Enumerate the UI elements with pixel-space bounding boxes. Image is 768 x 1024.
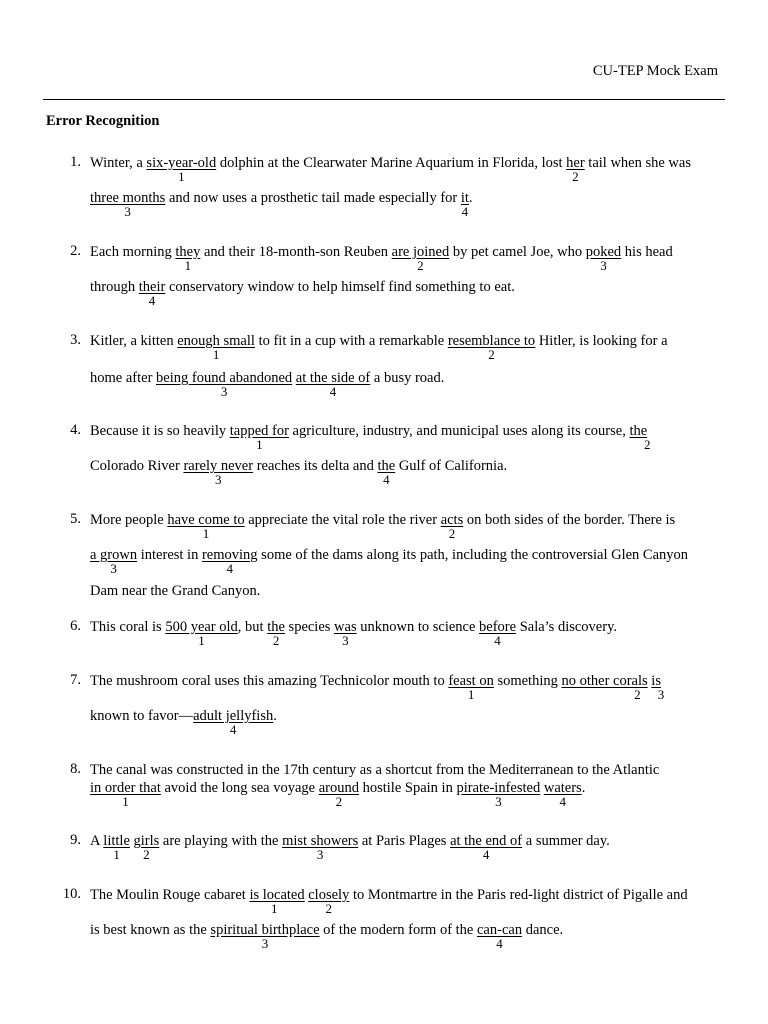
question-line: [90, 921, 564, 951]
text: and now uses a prosthetic tail made especially for: [165, 190, 461, 206]
text: through: [90, 279, 139, 295]
text: , but: [237, 619, 268, 635]
option-3[interactable]: a grown 3: [90, 547, 138, 576]
text: conservatory window to help himself find something to eat.: [165, 279, 515, 295]
text: Colorado River: [90, 458, 184, 474]
option-3[interactable]: poked 3: [585, 244, 622, 273]
option-3[interactable]: mist showers 3: [282, 833, 359, 862]
question-line: [90, 154, 691, 184]
text: interest in: [137, 547, 202, 563]
text: his head: [621, 244, 673, 260]
question-line: [90, 243, 673, 273]
text: More people: [90, 512, 168, 528]
text: to Montmartre in the Paris red-light district of Pigalle and: [349, 887, 688, 903]
option-3[interactable]: three months 3: [90, 190, 166, 219]
text: The Moulin Rouge cabaret: [90, 887, 250, 903]
text: hostile Spain in: [358, 780, 457, 796]
option-1[interactable]: is located 1: [249, 887, 305, 916]
option-2[interactable]: the 2: [629, 423, 651, 452]
option-number: 1: [202, 526, 210, 541]
option-2[interactable]: resemblance to 2: [447, 333, 536, 362]
question-number: 8.: [70, 761, 81, 777]
option-3[interactable]: is 3: [651, 673, 665, 702]
option-number: 3: [600, 258, 607, 273]
question-number: 4.: [70, 422, 81, 438]
option-number: 1: [113, 847, 120, 862]
text: The canal was constructed in the 17th century as a shortcut from the Mediterranean to the Atlantic: [90, 762, 660, 778]
option-3[interactable]: pirate-infested 3: [456, 780, 541, 809]
option-number: 3: [215, 472, 222, 487]
text: is best known as the: [90, 922, 211, 938]
header-rule: [43, 99, 725, 100]
text: of the modern form of the: [319, 922, 477, 938]
question-line: [90, 369, 445, 399]
option-1[interactable]: they 1: [175, 244, 201, 273]
question-line: [90, 278, 515, 308]
option-2[interactable]: closely 2: [308, 887, 350, 916]
question-number: 3.: [70, 332, 81, 348]
option-number: 3: [342, 633, 349, 648]
option-4[interactable]: waters 4: [543, 780, 582, 809]
option-number: 1: [467, 687, 475, 702]
text: tail when she was: [584, 155, 691, 171]
option-number: 3: [110, 561, 117, 576]
question-line: [90, 332, 668, 362]
option-number: 2: [488, 347, 495, 362]
text: This coral is: [90, 619, 166, 635]
option-number: 1: [122, 794, 129, 809]
question-line: [90, 511, 676, 541]
option-1[interactable]: tapped for 1: [229, 423, 289, 452]
option-2[interactable]: are joined 2: [391, 244, 450, 273]
option-4[interactable]: it 4: [460, 190, 469, 219]
question-line: [90, 582, 260, 600]
option-2[interactable]: no other corals 2: [561, 673, 648, 702]
question-line: [90, 761, 659, 779]
question-line: [90, 457, 508, 487]
option-number: 4: [494, 633, 501, 648]
option-4[interactable]: removing 4: [201, 547, 258, 576]
question-line: [90, 422, 651, 452]
text: Sala’s discovery.: [516, 619, 618, 635]
text: at Paris Plages: [358, 833, 451, 849]
option-number: 1: [198, 633, 205, 648]
text: Gulf of California.: [395, 458, 508, 474]
option-number: 3: [220, 384, 228, 399]
text: species: [284, 619, 335, 635]
option-number: 2: [272, 633, 280, 648]
question-line: [90, 189, 473, 219]
text: a summer day.: [522, 833, 610, 849]
question-number: 7.: [70, 672, 81, 688]
text: by pet camel Joe, who: [449, 244, 586, 260]
option-number: 1: [178, 169, 185, 184]
text: Because it is so heavily: [90, 423, 230, 439]
text: unknown to science: [356, 619, 480, 635]
text: something: [493, 673, 562, 689]
option-number: 2: [634, 687, 641, 702]
option-2[interactable]: the 2: [267, 619, 285, 648]
option-1[interactable]: little 1: [103, 833, 130, 862]
option-number: 2: [143, 847, 150, 862]
text: agriculture, industry, and municipal uses along its course,: [288, 423, 630, 439]
option-3[interactable]: spiritual birthplace 3: [210, 922, 320, 951]
option-number: 3: [261, 936, 269, 951]
question-number: 1.: [70, 154, 81, 170]
option-4[interactable]: at the end of 4: [450, 833, 523, 862]
text: some of the dams along its path, including the controversial Glen Canyon: [257, 547, 689, 563]
option-number: 3: [124, 204, 131, 219]
option-4[interactable]: adult jellyfish 4: [193, 708, 274, 737]
text: The mushroom coral uses this amazing Technicolor mouth to: [90, 673, 449, 689]
text: known to favor—: [90, 708, 194, 724]
option-2[interactable]: her 2: [566, 155, 585, 184]
question-line: [90, 886, 688, 916]
option-number: 3: [316, 847, 324, 862]
question-number: 2.: [70, 243, 81, 259]
exam-title: CU-TEP Mock Exam: [592, 63, 718, 79]
option-number: 3: [495, 794, 502, 809]
question-line: [90, 832, 610, 862]
text: .: [581, 780, 586, 796]
option-number: 4: [148, 293, 156, 308]
text: home after: [90, 370, 157, 386]
option-1[interactable]: in order that 1: [90, 780, 161, 809]
question-number: 9.: [70, 832, 81, 848]
text: appreciate the vital role the river: [244, 512, 441, 528]
text: dolphin at the Clearwater Marine Aquarium in Florida, lost: [216, 155, 567, 171]
text: A: [90, 833, 104, 849]
option-number: 4: [229, 722, 237, 737]
text: on both sides of the border. There is: [463, 512, 676, 528]
option-1[interactable]: have come to 1: [167, 512, 245, 541]
question-number: 5.: [70, 511, 81, 527]
option-1[interactable]: enough small 1: [177, 333, 255, 362]
option-3[interactable]: being found abandoned 3: [156, 370, 293, 399]
option-4[interactable]: at the side of 4: [295, 370, 371, 399]
text: and their 18-month-son Reuben: [200, 244, 392, 260]
option-number: 1: [256, 437, 263, 452]
option-number: 4: [496, 936, 503, 951]
option-3[interactable]: was 3: [334, 619, 357, 648]
option-2[interactable]: acts 2: [440, 512, 464, 541]
text: are playing with the: [159, 833, 283, 849]
option-number: 4: [461, 204, 469, 219]
option-4[interactable]: can-can 4: [477, 922, 523, 951]
question-number: 10.: [62, 886, 81, 902]
option-number: 3: [657, 687, 665, 702]
text: to fit in a cup with a remarkable: [254, 333, 448, 349]
option-number: 4: [559, 794, 567, 809]
option-2[interactable]: girls 2: [133, 833, 160, 862]
text: a busy road.: [370, 370, 445, 386]
question-line: [90, 779, 586, 809]
option-number: 1: [184, 258, 192, 273]
option-4[interactable]: their 4: [138, 279, 166, 308]
option-number: 4: [482, 847, 490, 862]
question-number: 6.: [70, 618, 81, 634]
option-number: 4: [329, 384, 337, 399]
text: Each morning: [90, 244, 176, 260]
question-line: [90, 546, 689, 576]
option-number: 4: [383, 472, 390, 487]
question-line: [90, 672, 665, 702]
question-line: [90, 707, 277, 737]
section-title: Error Recognition: [46, 113, 160, 129]
option-2[interactable]: around 2: [318, 780, 359, 809]
option-1[interactable]: six-year-old 1: [146, 155, 217, 184]
text: Kitler, a kitten: [90, 333, 178, 349]
option-number: 2: [448, 526, 456, 541]
option-number: 2: [325, 901, 333, 916]
text: reaches its delta and: [253, 458, 378, 474]
text: Winter, a: [90, 155, 147, 171]
option-number: 2: [335, 794, 343, 809]
text: .: [273, 708, 277, 724]
option-number: 2: [643, 437, 651, 452]
text: Hitler, is looking for a: [535, 333, 668, 349]
option-3[interactable]: rarely never 3: [183, 458, 254, 487]
option-1[interactable]: 500 year old 1: [165, 619, 238, 648]
option-number: 2: [417, 258, 424, 273]
question-line: [90, 618, 618, 648]
option-number: 1: [271, 901, 278, 916]
option-4[interactable]: before 4: [479, 619, 517, 648]
text: .: [468, 190, 473, 206]
option-number: 2: [572, 169, 579, 184]
option-1[interactable]: feast on 1: [448, 673, 494, 702]
option-number: 1: [212, 347, 220, 362]
text: dance.: [522, 922, 564, 938]
text: Dam near the Grand Canyon.: [90, 583, 261, 599]
option-number: 4: [226, 561, 233, 576]
option-4[interactable]: the 4: [377, 458, 396, 487]
text: avoid the long sea voyage: [160, 780, 319, 796]
